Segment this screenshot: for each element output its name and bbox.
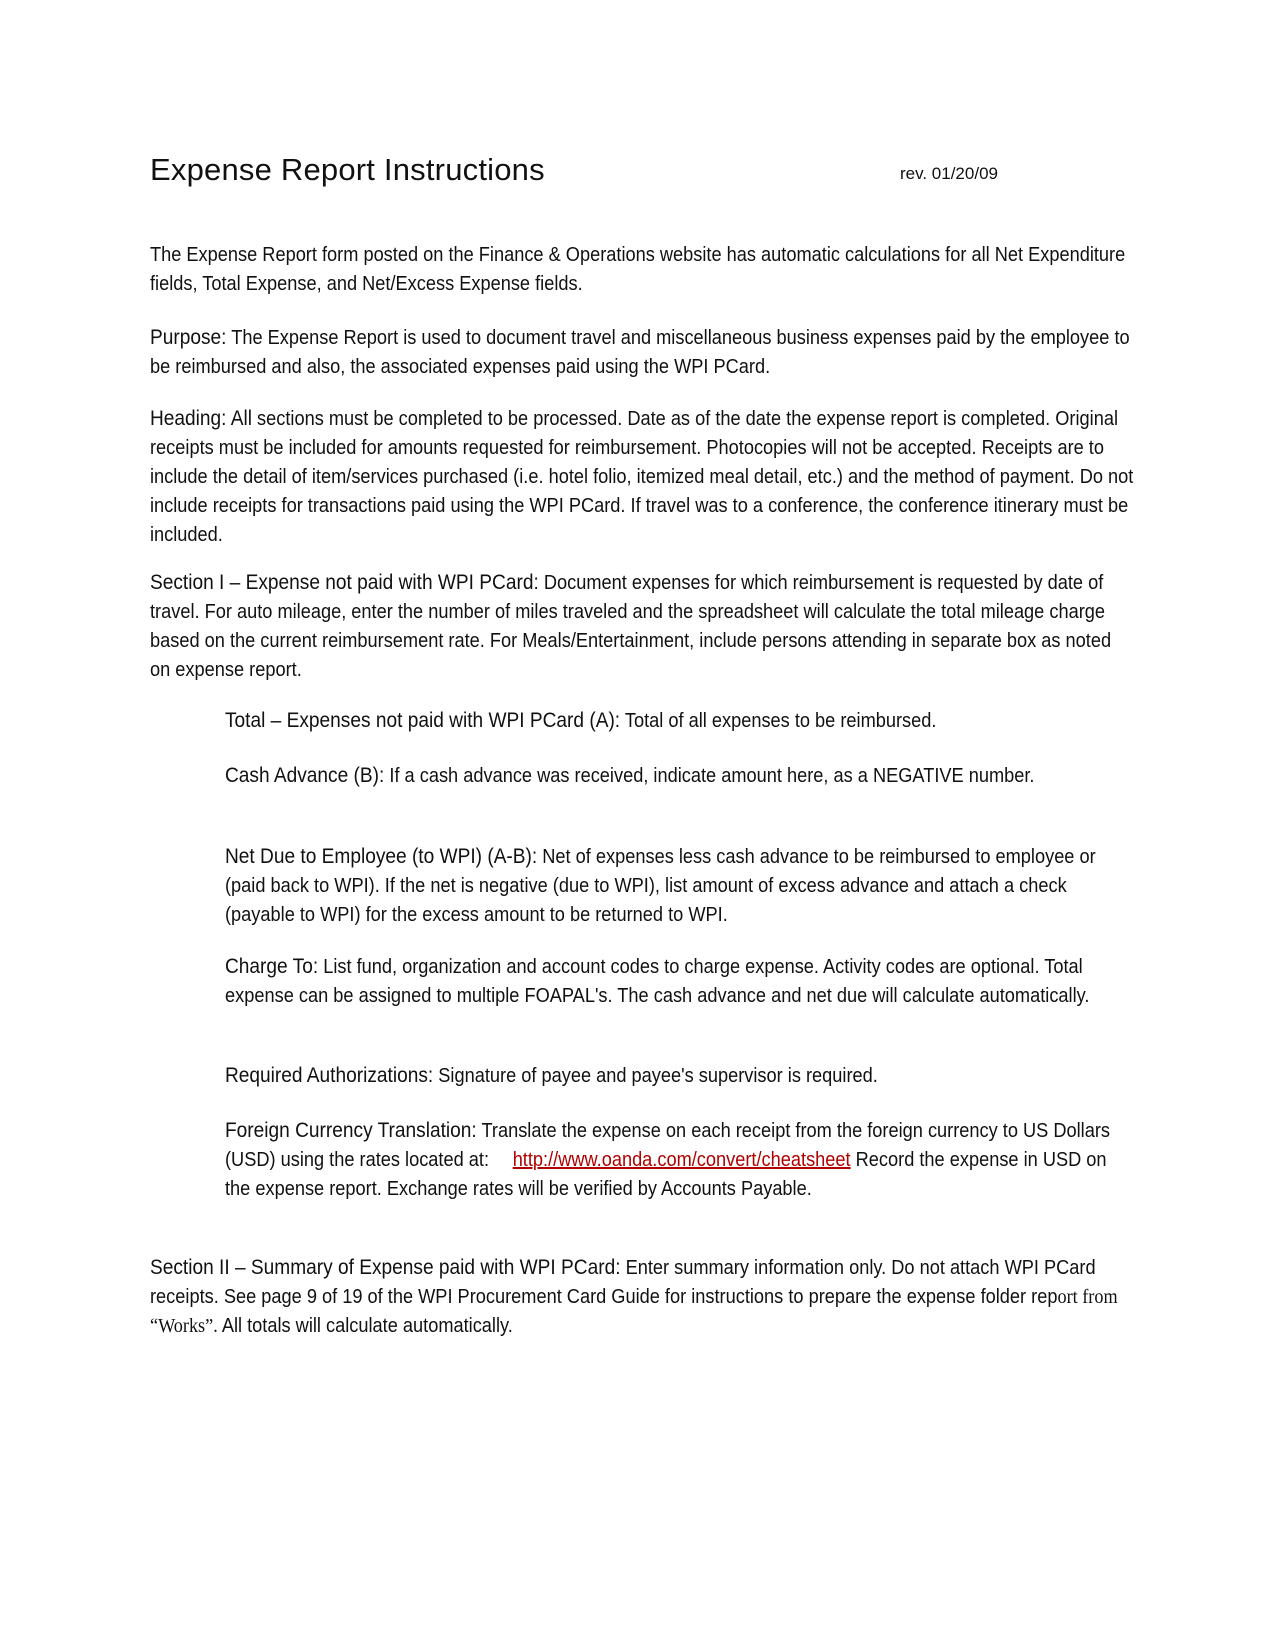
authorizations-label: Required Authorizations: xyxy=(225,1064,434,1087)
authorizations-text: Signature of payee and payee's supervisor is required. xyxy=(433,1065,878,1087)
total-text: Total of all expenses to be reimbursed. xyxy=(620,710,937,732)
total-label: Total – Expenses not paid with WPI PCard (A): xyxy=(225,709,621,732)
oanda-link[interactable]: http://www.oanda.com/convert/cheatsheet xyxy=(512,1149,851,1171)
heading-text: sections must be completed to be processed. Date as of the date the expense report is completed. Original receipts must be included for amounts requested for reimbursement. Photocopies will not be accepted. Receipts are to include the detail of item/services purchased (i.e. hotel folio, itemized meal detail, etc.) and the method of payment. Do not include receipts for transactions paid using the WPI PCard. If travel was to a conference, the conference itinerary must be included. xyxy=(150,408,1134,546)
revision-date: rev. 01/20/09 xyxy=(900,164,998,183)
foreign-currency-text-after: Record the expense in USD on the expense report. Exchange rates will be verified by Accounts Payable. xyxy=(225,1149,1107,1200)
foreign-currency-text: Translate the expense on each receipt from the foreign currency to US Dollars (USD) using the rates located at: xyxy=(225,1120,1111,1171)
cash-advance-label: Cash Advance (B): xyxy=(225,764,385,787)
purpose-text: The Expense Report is used to document travel and miscellaneous business expenses paid by the employee to be reimbursed and also, the associated expenses paid using the WPI PCard. xyxy=(150,327,1130,378)
charge-to-label: Charge To: xyxy=(225,955,319,978)
section1-text: Document expenses for which reimbursement is requested by date of travel. For auto mileage, enter the number of miles traveled and the spreadsheet will calculate the total mileage charge based on the current reimbursement rate. For Meals/Entertainment, include persons attending in separate box as noted on expense report. xyxy=(150,572,1112,681)
section1-paragraph xyxy=(150,568,1135,685)
foreign-currency-item xyxy=(225,1116,1132,1204)
section2-text: Enter summary information only. Do not attach WPI PCard receipts. See page 9 of 19 of the WPI Procurement Card Guide for instructions to prepare the expense folder rep xyxy=(150,1257,1096,1308)
net-due-label: Net Due to Employee (to WPI) (A-B): xyxy=(225,845,538,868)
heading-label: Heading: All xyxy=(150,407,252,430)
page-title: Expense Report Instructions xyxy=(150,152,545,187)
total-item xyxy=(225,706,1132,736)
net-due-item xyxy=(225,842,1132,930)
charge-to-item xyxy=(225,952,1132,1011)
foreign-currency-label: Foreign Currency Translation: xyxy=(225,1119,477,1142)
section2-serif-text: ort from “Works”. xyxy=(150,1286,1118,1337)
section2-text-end: All totals will calculate automatically. xyxy=(217,1315,513,1337)
heading-paragraph xyxy=(150,404,1135,550)
purpose-paragraph xyxy=(150,323,1135,382)
cash-advance-text: If a cash advance was received, indicate amount here, as a NEGATIVE number. xyxy=(384,765,1035,787)
net-due-text: Net of expenses less cash advance to be reimbursed to employee or (paid back to WPI). If the net is negative (due to WPI), list amount of excess advance and attach a check (payable to WPI) for the excess amount to be returned to WPI. xyxy=(225,846,1096,926)
section1-label: Section I – Expense not paid with WPI PCard: xyxy=(150,571,539,594)
intro-paragraph: The Expense Report form posted on the Finance & Operations website has automatic calculations for all Net Expenditure fields, Total Expense, and Net/Excess Expense fields. xyxy=(150,244,1126,295)
purpose-label: Purpose: xyxy=(150,326,227,349)
section2-label: Section II – Summary of Expense paid with WPI PCard: xyxy=(150,1256,621,1279)
authorizations-item xyxy=(225,1061,1132,1091)
charge-to-text: List fund, organization and account codes to charge expense. Activity codes are optional. Total expense can be assigned to multiple FOAPAL's. The cash advance and net due will calculate automatically. xyxy=(225,956,1090,1007)
section2-paragraph xyxy=(150,1253,1135,1341)
cash-advance-item xyxy=(225,761,1132,791)
